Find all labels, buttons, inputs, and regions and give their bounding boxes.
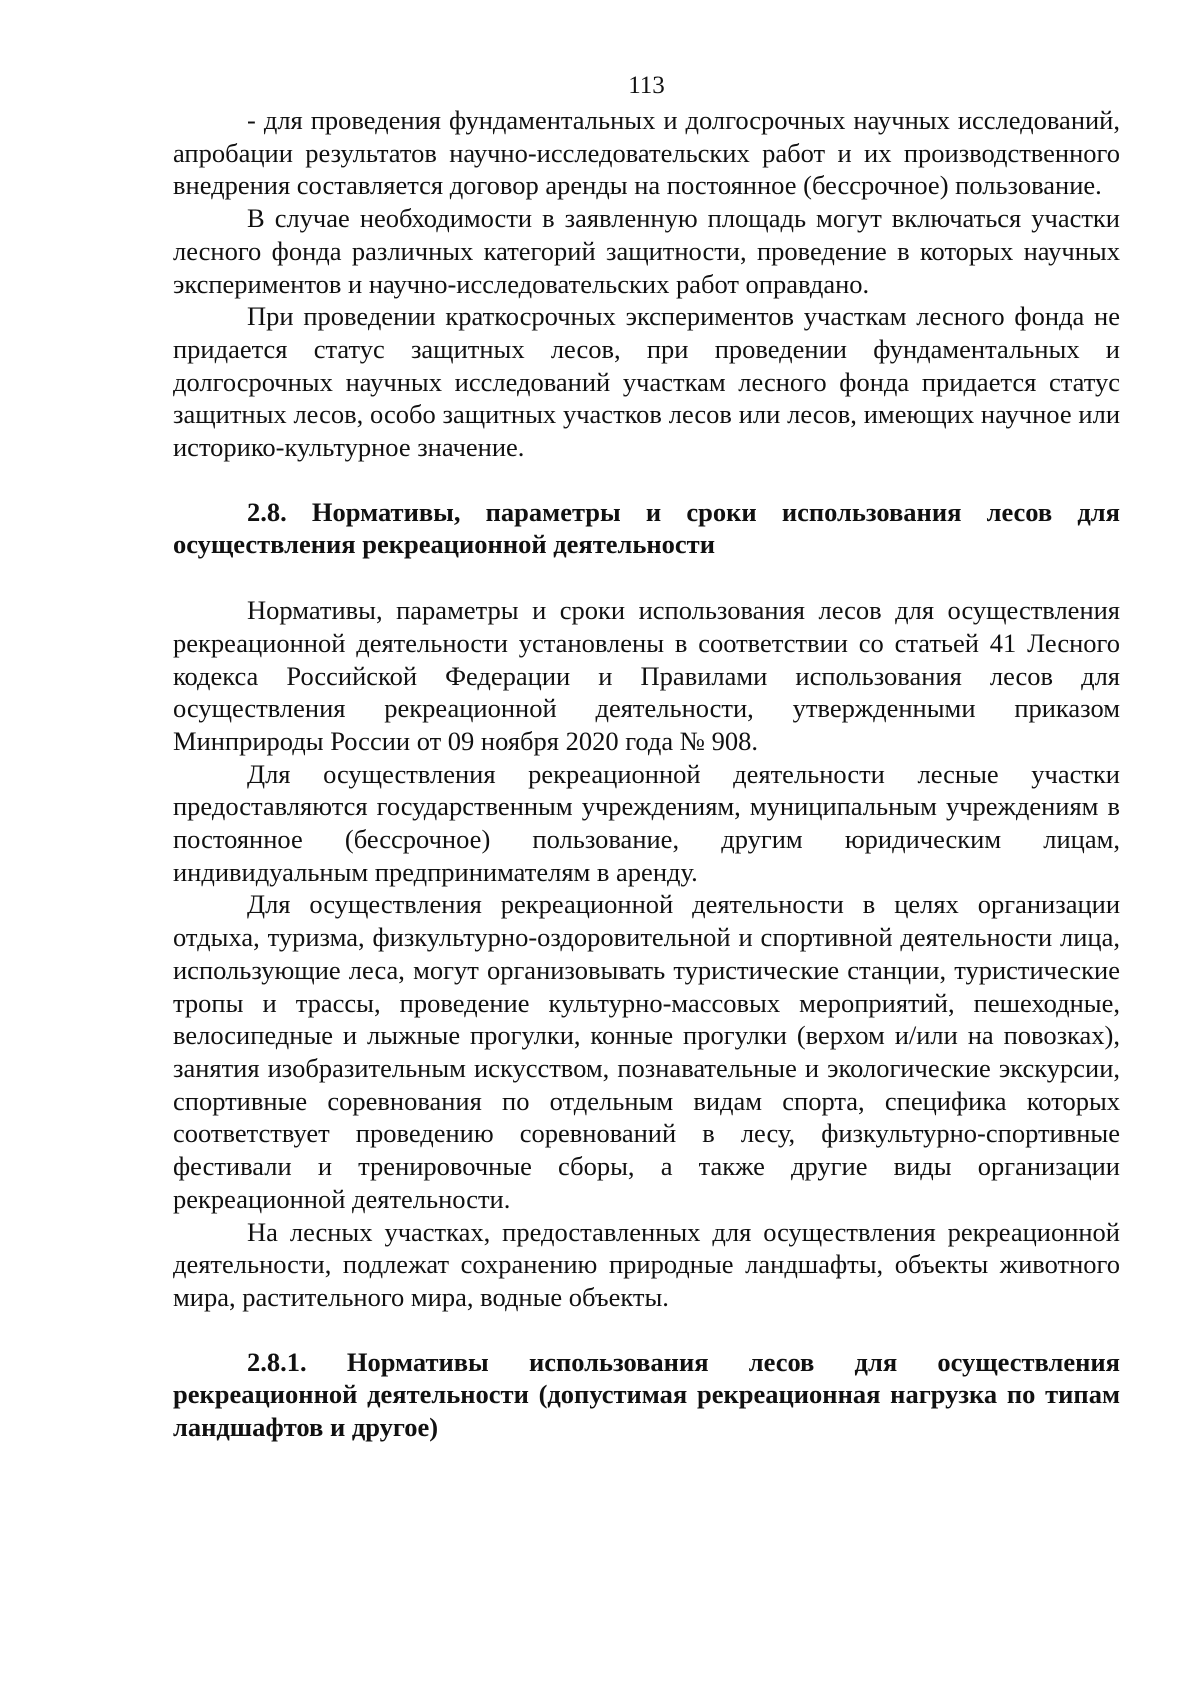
section-heading-2-8-1: 2.8.1. Нормативы использования лесов для осуществления рекреационной деятельности (допустимая рекреационная нагрузка по типам ландшафтов и другое) <box>173 1346 1120 1443</box>
paragraph-protected-status: При проведении краткосрочных экспериментов участкам лесного фонда не придается статус защитных лесов, при проведении фундаментальных и долгосрочных научных исследований участкам лесного фонда придается статус защитных лесов, особо защитных участков лесов или лесов, имеющих научное или историко-культурное значение. <box>173 301 1120 463</box>
spacer <box>173 464 1120 496</box>
paragraph-protection-categories: В случае необходимости в заявленную площадь могут включаться участки лесного фонда различных категорий защитности, проведение в которых научных экспериментов и научно-исследовательских работ оправдано. <box>173 203 1120 299</box>
paragraph-land-provision: Для осуществления рекреационной деятельности лесные участки предоставляются государственным учреждениям, муниципальным учреждениям в постоянное (бессрочное) пользование, другим юридическим лицам, индивидуальным предпринимателям в аренду. <box>173 758 1120 887</box>
paragraph-research-lease: - для проведения фундаментальных и долгосрочных научных исследований, апробации результатов научно-исследовательских работ и их производственного внедрения составляется договор аренды на постоянное (бессрочное) пользование. <box>173 105 1120 201</box>
spacer <box>173 1314 1120 1346</box>
section-heading-2-8: 2.8. Нормативы, параметры и сроки использования лесов для осуществления рекреационной деятельности <box>173 496 1120 560</box>
paragraph-regulations: Нормативы, параметры и сроки использования лесов для осуществления рекреационной деятельности установлены в соответствии со статьей 41 Лесного кодекса Российской Федерации и Правилами использования лесов для осуществления рекреационной деятельности, утвержденными приказом Минприроды России от 09 ноября 2020 года № 908. <box>173 595 1120 756</box>
document-page <box>173 70 1120 1444</box>
paragraph-recreation-activities: Для осуществления рекреационной деятельности в целях организации отдыха, туризма, физкультурно-оздоровительной и спортивной деятельности лица, использующие леса, могут организовывать туристические станции, туристические тропы и трассы, проведение культурно-массовых мероприятий, пешеходные, велосипедные и лыжные прогулки, конные прогулки (верхом и/или на повозках), занятия изобразительным искусством, познавательные и экологические экскурсии, спортивные соревнования по отдельным видам спорта, специфика которых соответствует проведению соревнований в лесу, физкультурно-спортивные фестивали и тренировочные сборы, а также другие виды организации рекреационной деятельности. <box>173 889 1120 1214</box>
spacer <box>173 561 1120 594</box>
paragraph-preservation: На лесных участках, предоставленных для осуществления рекреационной деятельности, подлежат сохранению природные ландшафты, объекты животного мира, растительного мира, водные объекты. <box>173 1216 1120 1312</box>
page-number: 113 <box>628 72 665 99</box>
